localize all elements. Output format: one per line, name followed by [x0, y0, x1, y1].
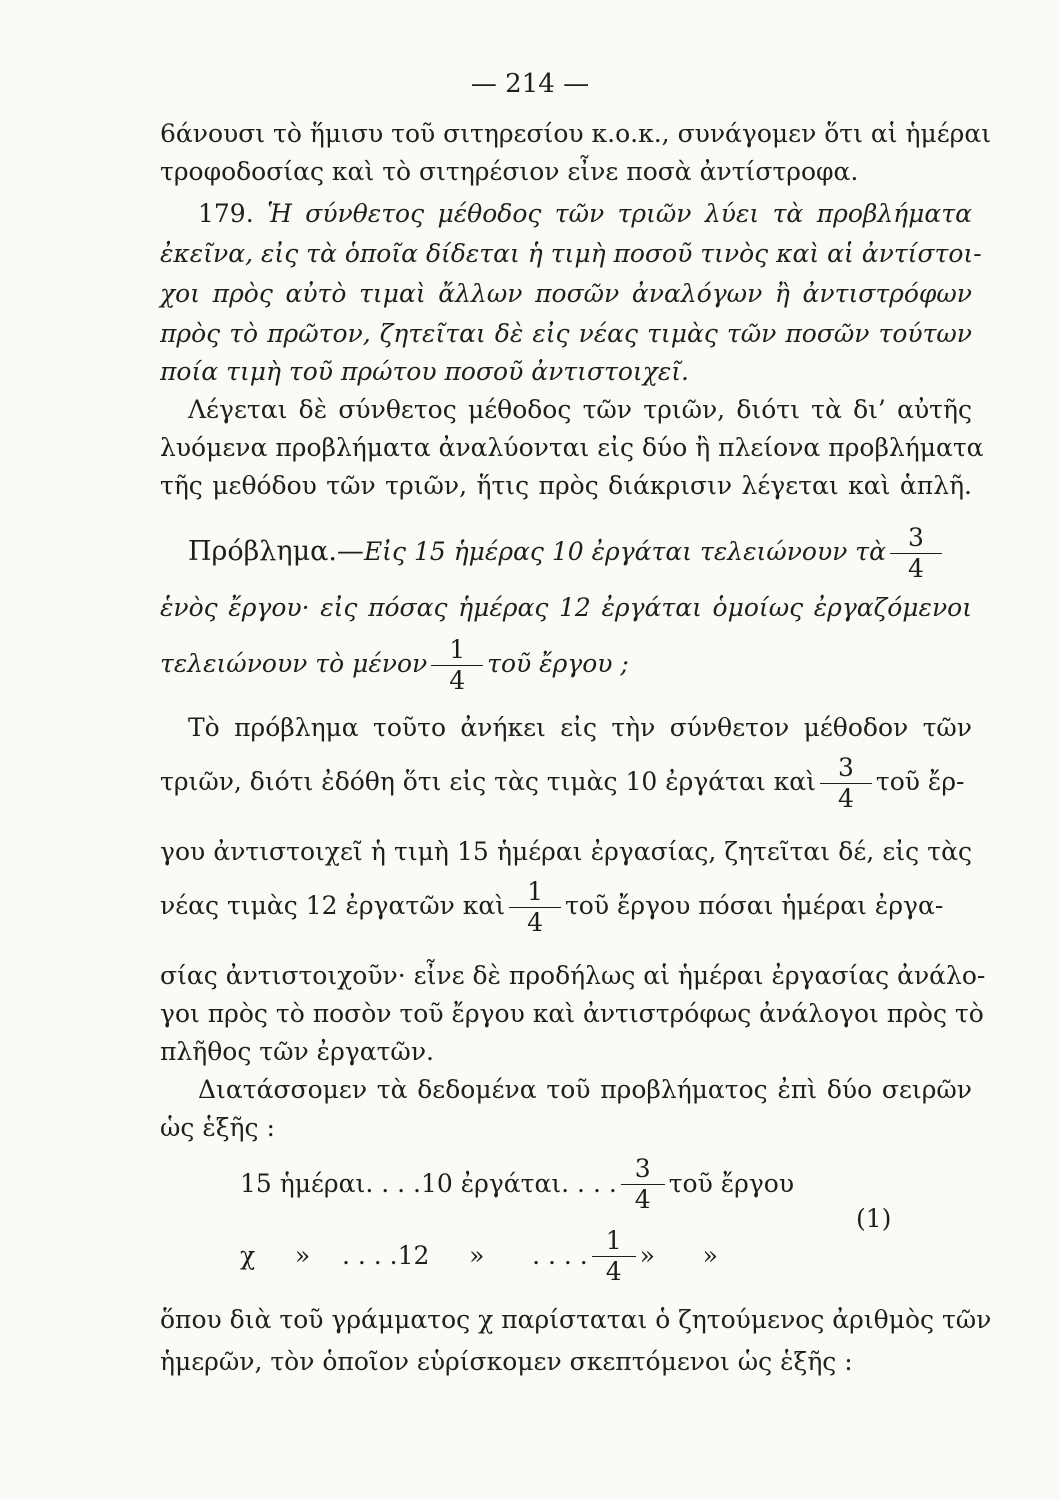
- problem-text: Εἰς 15 ἡμέρας 10 ἐργάται τελειώνουν τὰ: [363, 537, 887, 566]
- fraction-three-quarters: $\frac{3}{4}$: [621, 1154, 665, 1215]
- text-line: ἡμερῶν, τὸν ὁποῖον εὑρίσκομεν σκεπτόμενοι ὡς ἑξῆς :: [160, 1347, 853, 1376]
- text-line: Τὸ πρόβλημα τοῦτο ἀνήκει εἰς τὴν σύνθετον μέθοδον τῶν: [188, 713, 972, 742]
- text-line-with-fraction: τριῶν, διότι ἐδόθη ὅτι εἰς τὰς τιμὰς 10 ἐργάται καὶ $\frac{3}{4}$ τοῦ ἔρ-: [160, 753, 965, 813]
- definition-line: ἐκεῖνα, εἰς τὰ ὁποῖα δίδεται ἡ τιμὴ ποσοῦ τινὸς καὶ αἱ ἀντίστοι-: [160, 239, 982, 268]
- problem-label: Πρόβλημα.—: [188, 536, 364, 567]
- text-line: Διατάσσομεν τὰ δεδομένα τοῦ προβλήματος ἐπὶ δύο σειρῶν: [198, 1075, 972, 1104]
- fraction-one-quarter: $\frac{1}{4}$: [431, 635, 483, 696]
- paragraph-number: 179.: [198, 199, 254, 228]
- text-line: σίας ἀντιστοιχοῦν· εἶνε δὲ προδήλως αἱ ἡμέραι ἐργασίας ἀνάλο-: [160, 961, 986, 990]
- problem-line-2: ἑνὸς ἔργου· εἰς πόσας ἡμέρας 12 ἐργάται ὁμοίως ἐργαζόμενοι: [160, 593, 972, 622]
- definition-line: χοι πρὸς αὐτὸ τιμαὶ ἄλλων ποσῶν ἀναλόγων ἢ ἀντιστρόφων: [160, 279, 972, 308]
- fraction-one-quarter: $\frac{1}{4}$: [592, 1226, 636, 1287]
- definition-line: ποία τιμὴ τοῦ πρώτου ποσοῦ ἀντιστοιχεῖ.: [160, 357, 690, 386]
- text-line: Λέγεται δὲ σύνθετος μέθοδος τῶν τριῶν, διότι τὰ δι’ αὐτῆς: [188, 395, 972, 424]
- data-row-1: 15 ἡμέραι. . . .10 ἐργάται. . . . $\frac{3}{4}$ τοῦ ἔργου: [240, 1153, 795, 1214]
- text-line: γου ἀντιστοιχεῖ ἡ τιμὴ 15 ἡμέραι ἐργασίας, ζητεῖται δέ, εἰς τὰς: [160, 837, 972, 866]
- text-line: πλῆθος τῶν ἐργατῶν.: [160, 1037, 434, 1066]
- problem-line-1: [188, 522, 972, 582]
- fraction-three-quarters: $\frac{3}{4}$: [820, 753, 872, 814]
- text-line: τῆς μεθόδου τῶν τριῶν, ἥτις πρὸς διάκρισιν λέγεται καὶ ἁπλῆ.: [160, 471, 972, 500]
- paragraph-179-line-1: [198, 196, 972, 232]
- fraction-one-quarter: $\frac{1}{4}$: [509, 877, 561, 938]
- equation-label: (1): [856, 1204, 892, 1233]
- definition-text: Ἡ σύνθετος μέθοδος τῶν τριῶν λύει τὰ προβλήματα: [267, 199, 972, 228]
- text-line: ὅπου διὰ τοῦ γράμματος χ παρίσταται ὁ ζητούμενος ἀριθμὸς τῶν: [160, 1305, 992, 1334]
- text-line: γοι πρὸς τὸ ποσὸν τοῦ ἔργου καὶ ἀντιστρόφως ἀνάλογοι πρὸς τὸ: [160, 999, 984, 1028]
- fraction-three-quarters: $\frac{3}{4}$: [890, 523, 942, 584]
- text-line: τροφοδοσίας καὶ τὸ σιτηρέσιον εἶνε ποσὰ ἀντίστροφα.: [160, 157, 859, 186]
- definition-line: πρὸς τὸ πρῶτον, ζητεῖται δὲ εἰς νέας τιμὰς τῶν ποσῶν τούτων: [160, 319, 972, 348]
- text-line: λυόμενα προβλήματα ἀναλύονται εἰς δύο ἢ πλείονα προβλήματα: [160, 433, 984, 462]
- text-line: 6άνουσι τὸ ἥμισυ τοῦ σιτηρεσίου κ.ο.κ., συνάγομεν ὅτι αἱ ἡμέραι: [160, 119, 992, 148]
- page-number: — 214 —: [470, 69, 590, 99]
- problem-line-3: τελειώνουν τὸ μένον $\frac{1}{4}$ τοῦ ἔργου ;: [160, 635, 629, 695]
- text-line: ὡς ἑξῆς :: [160, 1113, 275, 1142]
- text-line-with-fraction: νέας τιμὰς 12 ἐργατῶν καὶ $\frac{1}{4}$ τοῦ ἔργου πόσαι ἡμέραι ἐργα-: [160, 877, 944, 937]
- data-row-2: χ » . . . .12 » . . . . $\frac{1}{4}$ » »: [240, 1225, 718, 1286]
